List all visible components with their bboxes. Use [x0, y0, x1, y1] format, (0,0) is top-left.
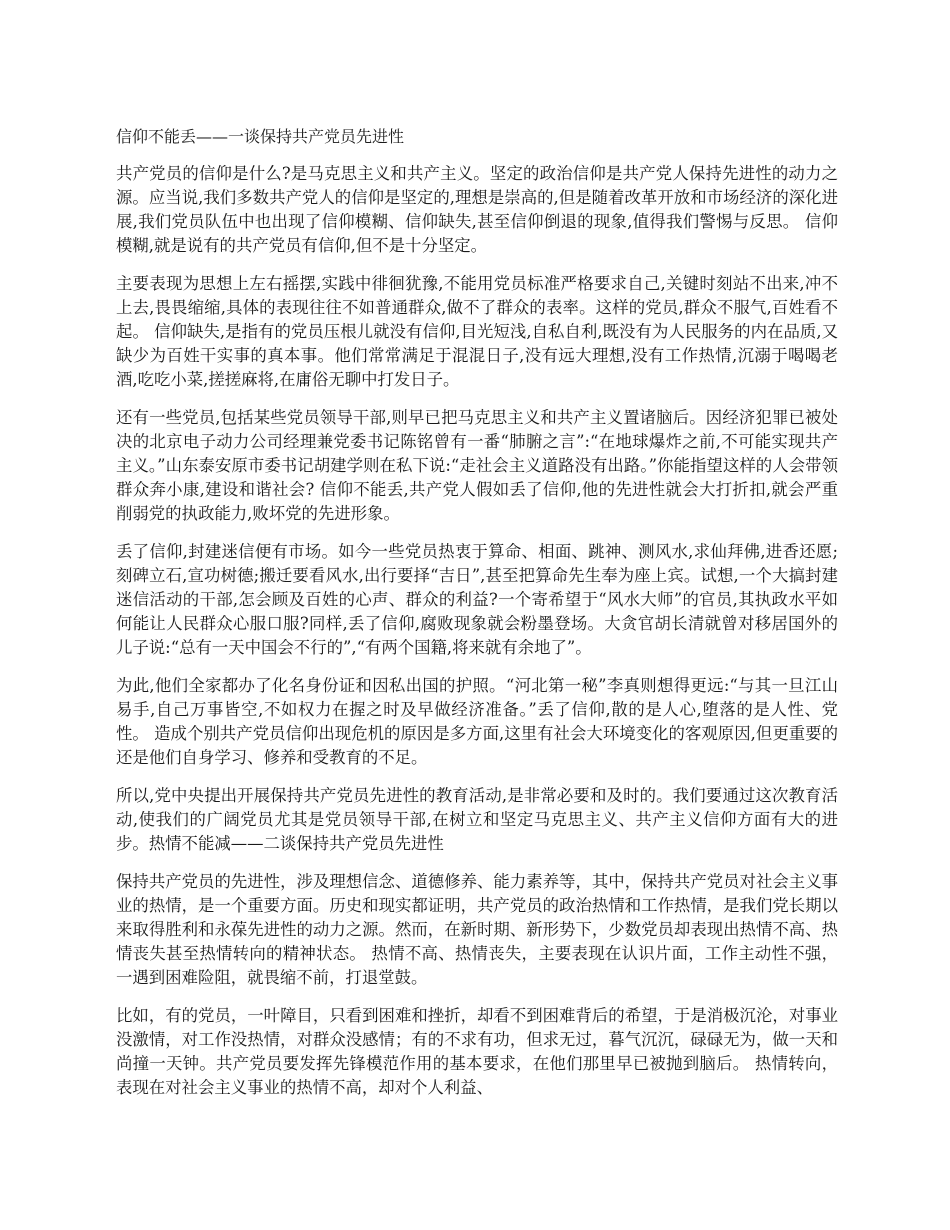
paragraph-1: 共产党员的信仰是什么?是马克思主义和共产主义。坚定的政治信仰是共产党人保持先进性的动力之源。应当说,我们多数共产党人的信仰是坚定的,理想是崇高的,但是随着改革开放和市场经济的深化进展,我们党员队伍中也出现了信仰模糊、信仰缺失,甚至信仰倒退的现象,值得我们警惕与反思。 信仰模糊,就是说有的共产党员有信仰,但不是十分坚定。 — [116, 164, 838, 255]
paragraph-2: 主要表现为思想上左右摇摆,实践中徘徊犹豫,不能用党员标准严格要求自己,关键时刻站不出来,冲不上去,畏畏缩缩,具体的表现往往不如普通群众,做不了群众的表率。这样的党员,群众不服气,百姓看不起。 信仰缺失,是指有的党员压根儿就没有信仰,目光短浅,自私自利,既没有为人民服务的内在品质,又缺少为百姓干实事的真本事。他们常常满足于混混日子,没有远大理想,没有工作热情,沉溺于喝喝老酒,吃吃小菜,搓搓麻将,在庸俗无聊中打发日子。 — [116, 274, 838, 389]
paragraph-8: 比如，有的党员，一叶障目，只看到困难和挫折，却看不到困难背后的希望，于是消极沉沦，对事业没激情，对工作没热情，对群众没感情；有的不求有功，但求无过，暮气沉沉，碌碌无为，做一天和尚撞一天钟。共产党员要发挥先锋模范作用的基本要求，在他们那里早已被抛到脑后。 热情转向，表现在对社会主义事业的热情不高，却对个人利益、 — [116, 1006, 838, 1097]
paragraph-3: 还有一些党员,包括某些党员领导干部,则早已把马克思主义和共产主义置诸脑后。因经济犯罪已被处决的北京电子动力公司经理兼党委书记陈铭曾有一番“肺腑之言”:“在地球爆炸之前,不可能实现共产主义。”山东泰安原市委书记胡建学则在私下说:“走社会主义道路没有出路。”你能指望这样的人会带领群众奔小康,建设和谐社会? 信仰不能丢,共产党人假如丢了信仰,他的先进性就会大打折扣,就会严重削弱党的执政能力,败坏党的先进形象。 — [116, 408, 838, 523]
paragraph-6: 所以,党中央提出开展保持共产党员先进性的教育活动,是非常必要和及时的。我们要通过这次教育活动,使我们的广阔党员尤其是党员领导干部,在树立和坚定马克思主义、共产主义信仰方面有大的进步。热情不能减——二谈保持共产党员先进性 — [116, 786, 838, 853]
paragraph-5: 为此,他们全家都办了化名身份证和因私出国的护照。“河北第一秘”李真则想得更远:“与其一旦江山易手,自己万事皆空,不如权力在握之时及早做经济准备。”丢了信仰,散的是人心,堕落的是人性、党性。 造成个别共产党员信仰出现危机的原因是多方面,这里有社会大环境变化的客观原因,但更重要的还是他们自身学习、修养和受教育的不足。 — [116, 676, 838, 767]
paragraph-4: 丢了信仰,封建迷信便有市场。如今一些党员热衷于算命、相面、跳神、测风水,求仙拜佛,进香还愿;刻碑立石,宣功树德;搬迁要看风水,出行要择“吉日”,甚至把算命先生奉为座上宾。试想,一个大搞封建迷信活动的干部,怎会顾及百姓的心声、群众的利益?一个寄希望于“风水大师”的官员,其执政水平如何能让人民群众心服口服?同样,丢了信仰,腐败现象就会粉墨登场。大贪官胡长清就曾对移居国外的儿子说:“总有一天中国会不行的”,“有两个国籍,将来就有余地了”。 — [116, 542, 838, 657]
document-title: 信仰不能丢——一谈保持共产党员先进性 — [116, 127, 405, 146]
paragraph-7: 保持共产党员的先进性，涉及理想信念、道德修养、能力素养等，其中，保持共产党员对社会主义事业的热情，是一个重要方面。历史和现实都证明，共产党员的政治热情和工作热情，是我们党长期以来取得胜利和永葆先进性的动力之源。然而，在新时期、新形势下，少数党员却表现出热情不高、热情丧失甚至热情转向的精神状态。 热情不高、热情丧失，主要表现在认识片面，工作主动性不强，一遇到困难险阻，就畏缩不前，打退堂鼓。 — [116, 872, 838, 987]
document-page — [116, 126, 838, 1114]
